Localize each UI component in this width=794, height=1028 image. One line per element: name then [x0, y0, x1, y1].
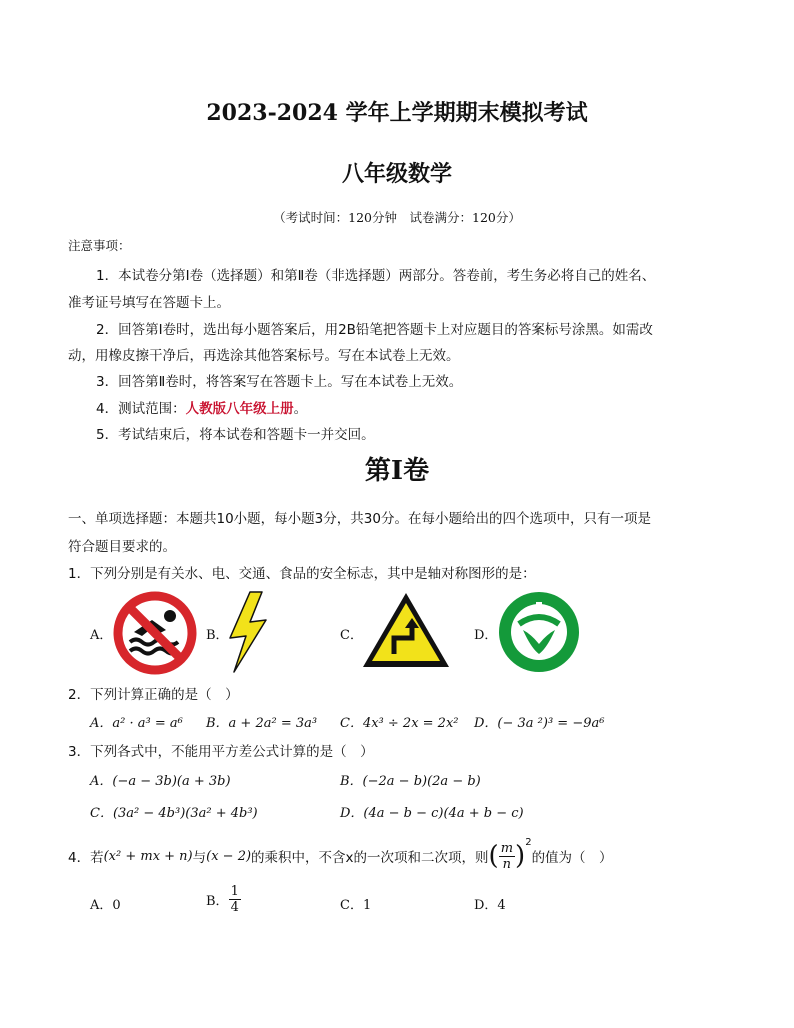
note-item-4-prefix: 4．测试范围：	[96, 401, 186, 417]
note-item-3: 3．回答第Ⅱ卷时，将答案写在答题卡上。写在本试卷上无效。	[96, 374, 463, 390]
q4-expr-1: (x² + mx + n)	[103, 848, 193, 864]
exam-subject: 八年级数学	[341, 161, 452, 187]
q4-option-d: D．4	[474, 898, 506, 913]
q1-option-b-label: B．	[206, 628, 229, 643]
note-item-5: 5．考试结束后，将本试卷和答题卡一并交回。	[96, 427, 375, 443]
section-title: 第Ⅰ卷	[364, 456, 430, 486]
traffic-warning-icon	[360, 590, 452, 670]
q3-option-a: A．(−a − 3b)(a + 3b)	[90, 774, 231, 789]
q2-stem: 2．下列计算正确的是（ ）	[68, 687, 239, 703]
q4-option-b-fraction	[229, 884, 241, 915]
q4-fraction-denominator: n	[502, 856, 512, 872]
q4-expr-2: (x − 2)	[206, 848, 252, 864]
q4-stem-c: 的乘积中，不含x的一次项和二次项，则	[251, 850, 489, 866]
q2-option-c: C．4x³ ÷ 2x = 2x²	[340, 716, 459, 731]
q4-paren-close: )	[515, 841, 526, 871]
q4-option-b-numerator: 1	[230, 884, 239, 899]
q2-option-d: D．(− 3a ²)³ = −9a⁶	[474, 716, 605, 731]
q2-option-b: B．a + 2a² = 3a³	[206, 716, 318, 731]
note-item-4	[96, 397, 307, 417]
q3-option-c: C．(3a² − 4b³)(3a² + 4b³)	[90, 806, 258, 821]
q1-option-c-label: C．	[340, 628, 363, 643]
q4-option-c: C．1	[340, 898, 372, 913]
test-range: 人教版八年级上册	[185, 401, 294, 417]
q1-option-d-label: D．	[474, 628, 498, 643]
q3-stem: 3．下列各式中，不能用平方差公式计算的是（ ）	[68, 744, 374, 760]
no-swimming-icon	[112, 590, 198, 676]
q4-stem-b: 与	[192, 850, 207, 866]
note-item-4-suffix: 。	[293, 401, 308, 417]
q1-stem: 1．下列分别是有关水、电、交通、食品的安全标志，其中是轴对称图形的是：	[68, 566, 536, 582]
note-item-2-line-2: 动，用橡皮擦干净后，再选涂其他答案标号。写在本试卷上无效。	[68, 348, 460, 364]
note-item-2-line-1: 2．回答第Ⅰ卷时，选出每小题答案后，用2B铅笔把答题卡上对应题目的答案标号涂黑。如需改	[96, 322, 653, 338]
green-food-icon	[497, 590, 581, 674]
note-item-1-line-2: 准考证号填写在答题卡上。	[68, 295, 230, 311]
part1-intro-line-1: 一、单项选择题：本题共10小题，每小题3分，共30分。在每小题给出的四个选项中，只有一项是	[68, 511, 651, 527]
q4-stem-d: 的值为（ ）	[531, 850, 613, 866]
exam-info: （考试时间：120分钟 试卷满分：120分）	[273, 210, 521, 225]
q4-fraction-numerator: m	[500, 840, 514, 856]
q4-stem	[68, 836, 613, 876]
q4-power: 2	[525, 836, 532, 848]
q2-option-a: A．a² · a³ = a⁶	[90, 716, 183, 731]
q4-option-b	[206, 884, 241, 915]
q4-paren-open: (	[488, 841, 499, 871]
q4-fraction	[499, 841, 515, 872]
q3-option-d: D．(4a − b − c)(4a + b − c)	[340, 806, 524, 821]
part1-intro-line-2: 符合题目要求的。	[68, 539, 176, 555]
q4-option-a: A．0	[90, 898, 121, 913]
lightning-icon	[226, 590, 270, 674]
q4-stem-a: 4．若	[68, 850, 104, 866]
q4-option-b-label: B．	[206, 894, 229, 909]
notes-heading: 注意事项：	[68, 238, 131, 253]
q4-option-b-denominator: 4	[230, 900, 239, 915]
q3-option-b: B．(−2a − b)(2a − b)	[340, 774, 481, 789]
note-item-1-line-1: 1．本试卷分第Ⅰ卷（选择题）和第Ⅱ卷（非选择题）两部分。答卷前，考生务必将自己的姓名、	[96, 268, 656, 284]
q1-option-a-label: A．	[90, 628, 113, 643]
exam-title: 2023-2024 学年上学期期末模拟考试	[206, 100, 588, 126]
